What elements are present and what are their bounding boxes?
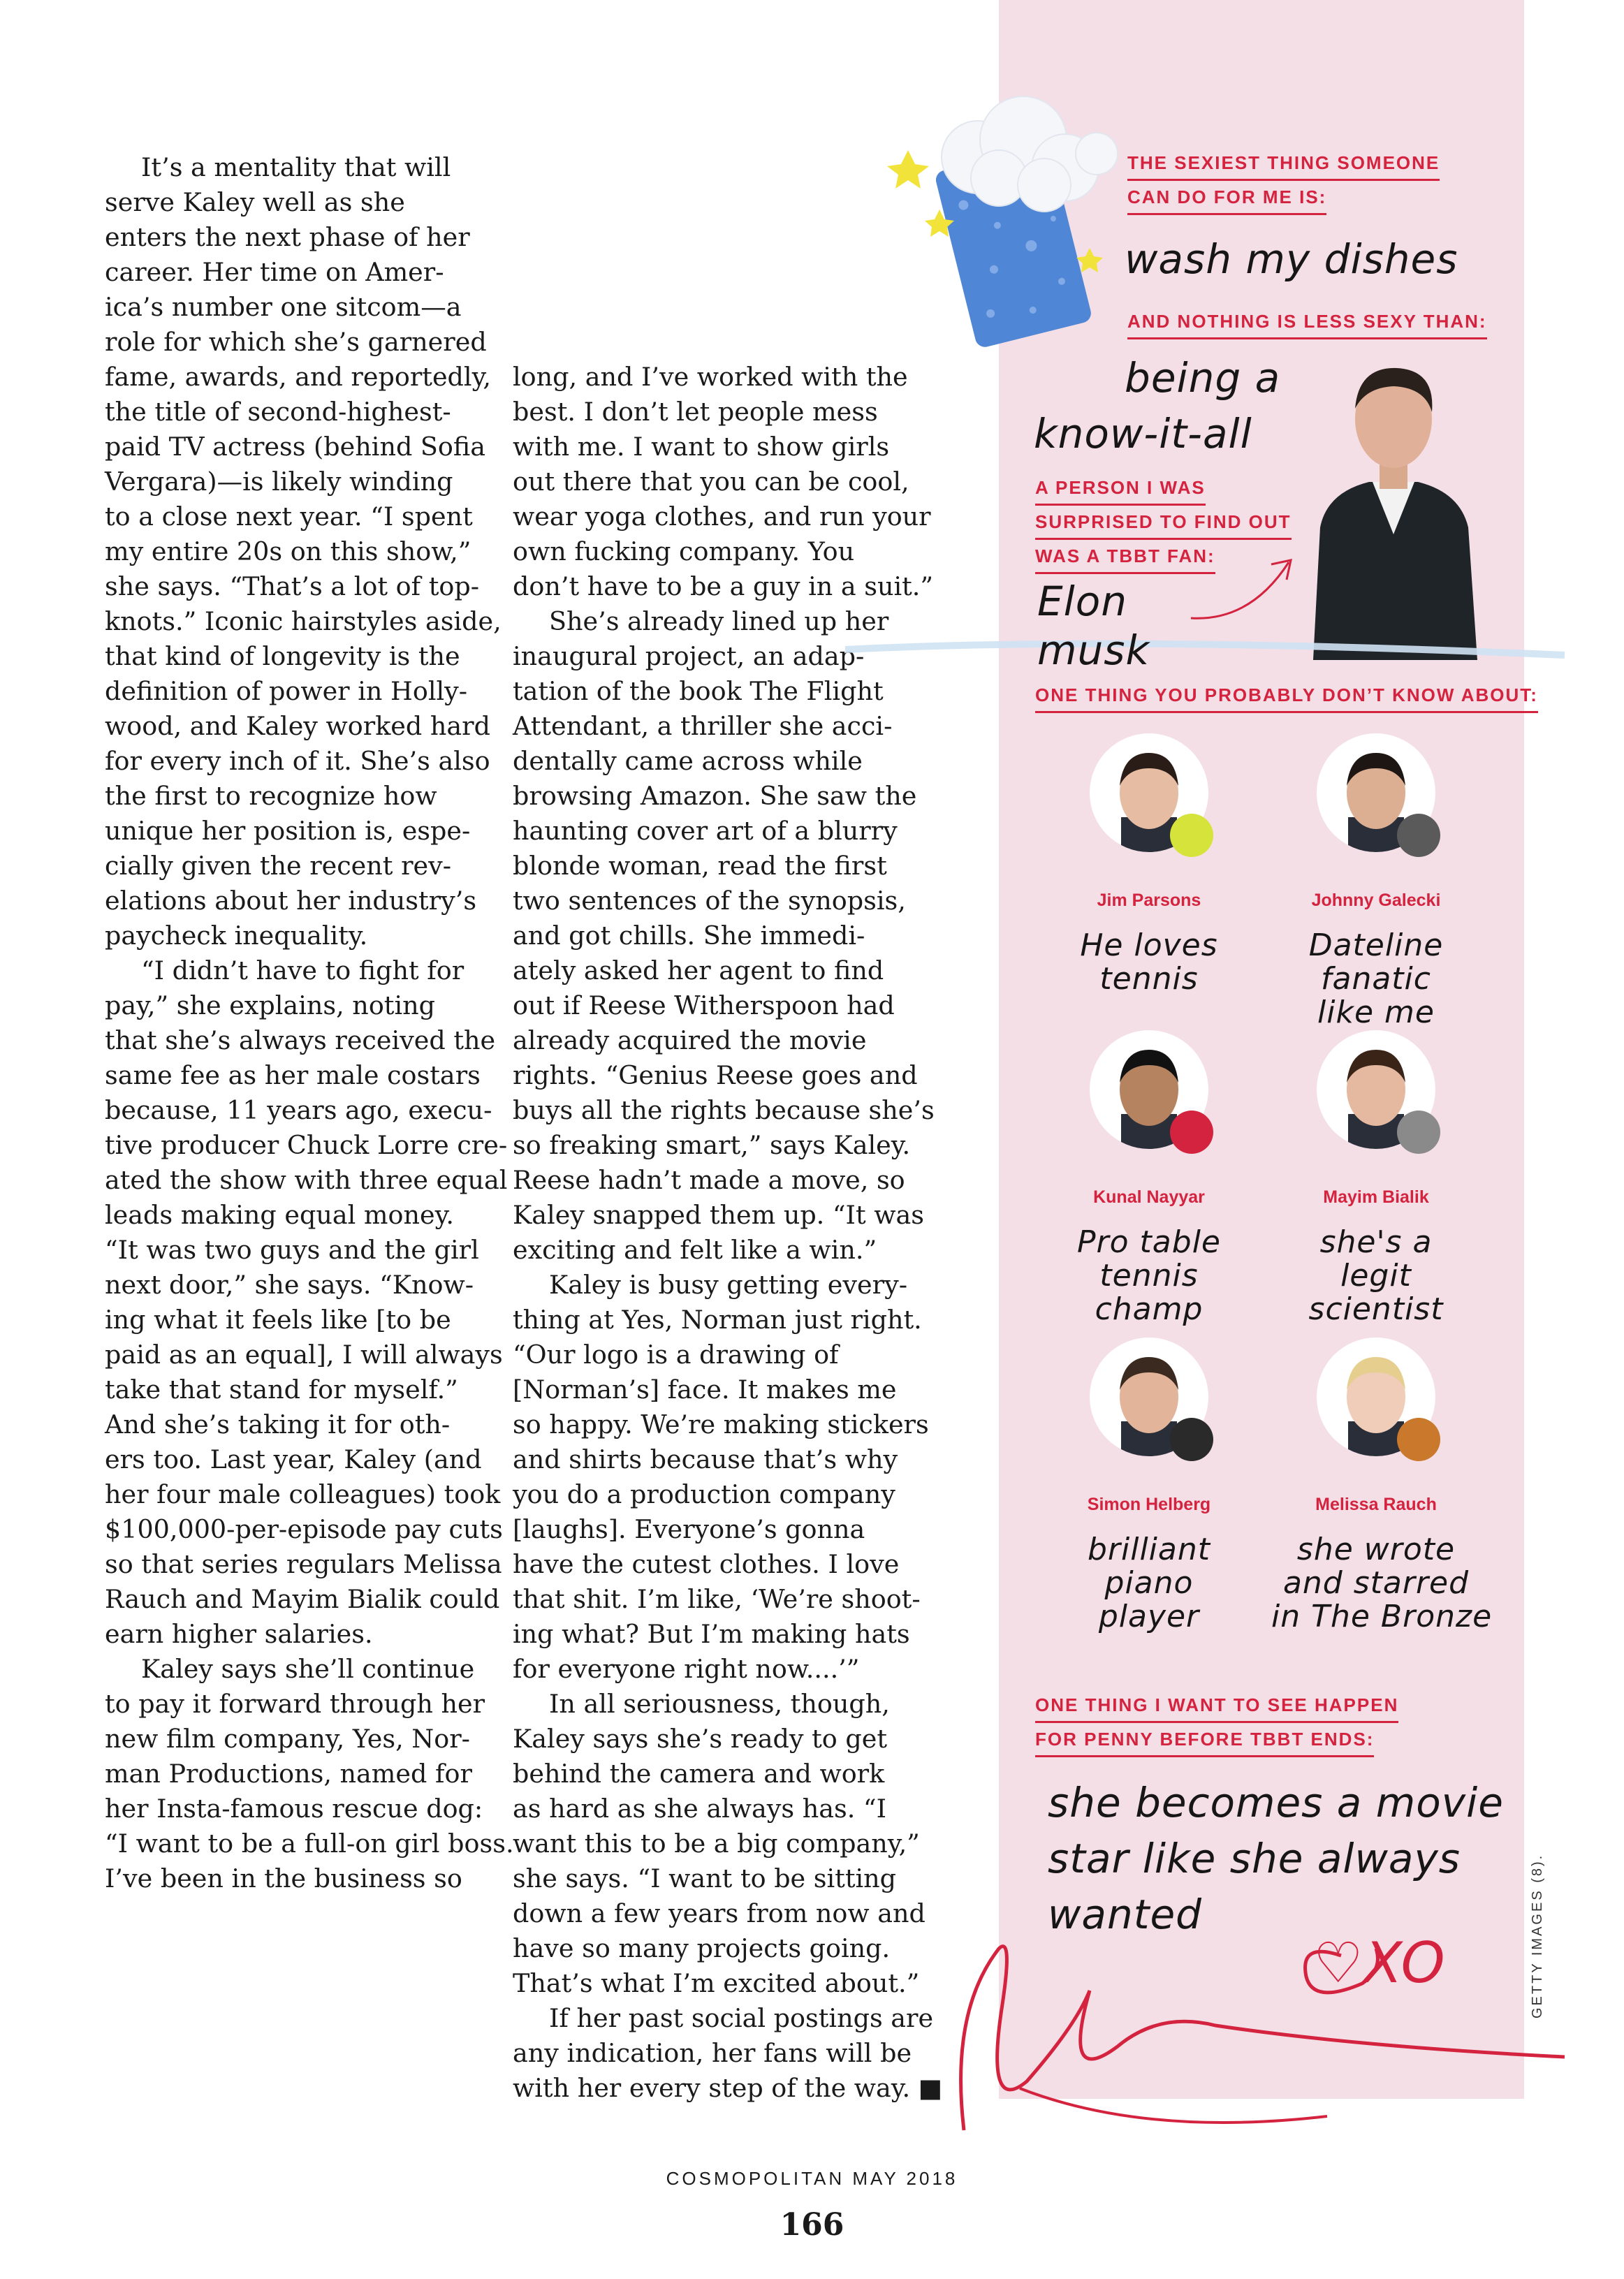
article-line: [laughs]. Everyone’s gonna: [513, 1514, 865, 1544]
cast-name: Kunal Nayyar: [1093, 1187, 1205, 1207]
article-line: exciting and felt like a win.”: [513, 1235, 877, 1265]
article-line: she says. “I want to be sitting: [513, 1863, 897, 1893]
article-line: her Insta-famous rescue dog:: [105, 1794, 483, 1824]
article-line: And she’s taking it for oth-: [105, 1409, 451, 1439]
article-line: Reese hadn’t made a move, so: [513, 1165, 905, 1195]
article-line: any indication, her fans will be: [513, 2038, 912, 2068]
article-column-1: [105, 150, 514, 1896]
article-line: out if Reese Witherspoon had: [513, 990, 895, 1020]
answer-surprised-fan-line1: Elon: [1037, 578, 1128, 625]
answer-surprised-fan-line2: musk: [1037, 626, 1150, 674]
cast-name: Melissa Rauch: [1315, 1495, 1437, 1514]
article-line: want this to be a big company,”: [513, 1829, 920, 1859]
cast-name: Johnny Galecki: [1311, 891, 1441, 910]
article-line: Kaley says she’ll continue: [141, 1654, 475, 1684]
article-line: Kaley is busy getting every-: [549, 1270, 908, 1300]
cast-note: [1044, 1226, 1254, 1326]
signature-xo: ♡XO: [1313, 1930, 1446, 1995]
article-line: already acquired the movie: [513, 1025, 867, 1055]
article-line: tation of the book The Flight: [513, 676, 884, 706]
article-line: fame, awards, and reportedly,: [105, 362, 491, 392]
article-line: ica’s number one sitcom—a: [105, 292, 462, 322]
answer-less-sexy-line2: know-it-all: [1034, 410, 1252, 457]
cast-note-line: like me: [1317, 995, 1435, 1030]
article-line: “Our logo is a drawing of: [513, 1340, 839, 1370]
article-line: because, 11 years ago, execu-: [105, 1095, 492, 1125]
article-line: next door,” she says. “Know-: [105, 1270, 474, 1300]
article-line: take that stand for myself.”: [105, 1375, 458, 1405]
article-line: that kind of longevity is the: [105, 641, 460, 671]
article-line: man Productions, named for: [105, 1759, 472, 1789]
article-line: enters the next phase of her: [105, 222, 470, 252]
cast-note-line: Pro table: [1077, 1224, 1221, 1260]
article-line: paid TV actress (behind Sofia: [105, 432, 486, 462]
article-line: my entire 20s on this show,”: [105, 536, 471, 566]
article-line: the first to recognize how: [105, 781, 437, 811]
answer-penny-line3: wanted: [1048, 1891, 1202, 1938]
cast-note-line: Dateline: [1308, 928, 1444, 963]
article-line: ing what? But I’m making hats: [513, 1619, 910, 1649]
magazine-footer: COSMOPOLITAN MAY 2018: [666, 2168, 958, 2189]
article-line: tive producer Chuck Lorre cre-: [105, 1130, 508, 1160]
article-line: Rauch and Mayim Bialik could: [105, 1584, 500, 1614]
question-less-sexy: AND NOTHING IS LESS SEXY THAN:: [1127, 305, 1487, 339]
cast-note-line: she's a: [1319, 1224, 1433, 1260]
cast-note-line: tennis: [1099, 961, 1199, 997]
article-line: leads making equal money.: [105, 1200, 454, 1230]
article-line: to pay it forward through her: [105, 1689, 485, 1719]
cast-name: Simon Helberg: [1087, 1495, 1211, 1514]
article-line: pay,” she explains, noting: [105, 990, 436, 1020]
cast-note: [1044, 929, 1254, 996]
article-line: earn higher salaries.: [105, 1619, 373, 1649]
answer-sexiest-thing: wash my dishes: [1125, 235, 1458, 283]
question-surprised-fan: A PERSON I WAS SURPRISED TO FIND OUT WAS A TBBT FAN:: [1035, 471, 1292, 574]
article-line: with me. I want to show girls: [513, 432, 890, 462]
cast-note-line: in The Bronze: [1271, 1599, 1493, 1634]
article-line: browsing Amazon. She saw the: [513, 781, 917, 811]
cast-emoji-icon: [1397, 814, 1440, 857]
article-line: That’s what I’m excited about.”: [513, 1968, 920, 1998]
article-line: I’ve been in the business so: [105, 1863, 462, 1893]
article-line: $100,000-per-episode pay cuts: [105, 1514, 503, 1544]
article-line: own fucking company. You: [513, 536, 855, 566]
cast-emoji-icon: [1397, 1418, 1440, 1461]
cast-name: Jim Parsons: [1097, 891, 1201, 910]
cast-name: Mayim Bialik: [1323, 1187, 1429, 1207]
article-line: It’s a mentality that will: [141, 152, 451, 182]
article-line: “It was two guys and the girl: [105, 1235, 479, 1265]
page-number: 166: [780, 2207, 844, 2243]
article-line: “I want to be a full-on girl boss.: [105, 1829, 514, 1859]
article-line: haunting cover art of a blurry: [513, 816, 898, 846]
article-line: same fee as her male costars: [105, 1060, 481, 1090]
article-line: have the cutest clothes. I love: [513, 1549, 900, 1579]
article-line: have so many projects going.: [513, 1933, 891, 1963]
article-line: she says. “That’s a lot of top-: [105, 571, 480, 601]
article-line: blonde woman, read the first: [513, 851, 887, 881]
article-line: two sentences of the synopsis,: [513, 886, 906, 916]
article-line: ing what it feels like [to be: [105, 1305, 451, 1335]
cast-note-line: piano: [1104, 1565, 1194, 1601]
article-line: you do a production company: [513, 1479, 895, 1509]
article-line: with her every step of the way. ■: [513, 2073, 943, 2103]
article-line: behind the camera and work: [513, 1759, 885, 1789]
cast-note-line: legit: [1340, 1258, 1412, 1294]
article-line: so freaking smart,” says Kaley.: [513, 1130, 911, 1160]
cast-emoji-icon: [1170, 1418, 1213, 1461]
article-line: paycheck inequality.: [105, 921, 368, 951]
question-penny: ONE THING I WANT TO SEE HAPPEN FOR PENNY BEFORE TBBT ENDS:: [1035, 1689, 1398, 1757]
article-line: ately asked her agent to find: [513, 955, 884, 985]
cast-note-line: tennis: [1099, 1258, 1199, 1294]
article-line: so happy. We’re making stickers: [513, 1409, 929, 1439]
cast-note-line: player: [1098, 1599, 1200, 1634]
article-line: that she’s always received the: [105, 1025, 496, 1055]
answer-penny-line1: she becomes a movie: [1048, 1779, 1504, 1826]
article-line: elations about her industry’s: [105, 886, 477, 916]
article-line: role for which she’s garnered: [105, 327, 487, 357]
article-line: serve Kaley well as she: [105, 187, 405, 217]
cast-note-line: she wrote: [1296, 1532, 1456, 1567]
article-line: wear yoga clothes, and run your: [513, 501, 931, 532]
cast-note: [1271, 1532, 1493, 1634]
article-line: She’s already lined up her: [549, 606, 889, 636]
cast-note: [1271, 1226, 1481, 1326]
article-line: for everyone right now....’”: [513, 1654, 860, 1684]
article-line: as hard as she always has. “I: [513, 1794, 886, 1824]
cast-note-line: He loves: [1080, 928, 1218, 963]
article-line: buys all the rights because she’s: [513, 1095, 935, 1125]
article-line: “I didn’t have to fight for: [141, 955, 464, 985]
article-line: inaugural project, an adap-: [513, 641, 865, 671]
article-line: knots.” Iconic hairstyles aside,: [105, 606, 502, 636]
cast-emoji-icon: [1170, 1111, 1213, 1154]
article-line: paid as an equal], I will always: [105, 1340, 503, 1370]
cast-note-line: champ: [1095, 1291, 1204, 1327]
article-line: Kaley says she’s ready to get: [513, 1724, 888, 1754]
article-line: Kaley snapped them up. “It was: [513, 1200, 924, 1230]
cast-note-line: brilliant: [1087, 1532, 1211, 1567]
article-line: ated the show with three equal: [105, 1165, 508, 1195]
article-line: In all seriousness, though,: [549, 1689, 890, 1719]
article-line: down a few years from now and: [513, 1898, 926, 1928]
article-line: Vergara)—is likely winding: [105, 467, 453, 497]
article-line: and got chills. She immedi-: [513, 921, 865, 951]
article-line: If her past social postings are: [549, 2003, 934, 2033]
article-line: that shit. I’m like, ‘We’re shoot-: [513, 1584, 921, 1614]
answer-penny-line2: star like she always: [1048, 1835, 1461, 1882]
cast-note-line: scientist: [1308, 1291, 1444, 1327]
article-line: to a close next year. “I spent: [105, 501, 473, 532]
cast-note: [1044, 1533, 1254, 1634]
article-line: unique her position is, espe-: [105, 816, 471, 846]
answer-less-sexy-line1: being a: [1125, 354, 1281, 402]
article-column-2: [513, 360, 943, 2106]
article-line: so that series regulars Melissa: [105, 1549, 502, 1579]
cast-note-line: and starred: [1282, 1565, 1470, 1601]
article-line: the title of second-highest-: [105, 397, 451, 427]
article-line: new film company, Yes, Nor-: [105, 1724, 470, 1754]
article-line: definition of power in Holly-: [105, 676, 468, 706]
signature: [936, 1907, 1586, 2158]
question-dont-know: ONE THING YOU PROBABLY DON’T KNOW ABOUT:: [1035, 679, 1538, 713]
article-line: and shirts because that’s why: [513, 1444, 898, 1474]
sponge-illustration: [887, 91, 1125, 349]
article-line: ers too. Last year, Kaley (and: [105, 1444, 482, 1474]
article-line: thing at Yes, Norman just right.: [513, 1305, 922, 1335]
article-line: cially given the recent rev-: [105, 851, 452, 881]
article-line: career. Her time on Amer-: [105, 257, 444, 287]
cast-note-line: fanatic: [1321, 961, 1431, 997]
article-line: for every inch of it. She’s also: [105, 746, 490, 776]
elon-musk-photo: [1306, 353, 1481, 660]
article-line: don’t have to be a guy in a suit.”: [513, 571, 934, 601]
cast-note: [1271, 929, 1481, 1029]
article-line: best. I don’t let people mess: [513, 397, 878, 427]
article-line: long, and I’ve worked with the: [513, 362, 908, 392]
photo-credit: GETTY IMAGES (8).: [1530, 1853, 1545, 2018]
article-line: her four male colleagues) took: [105, 1479, 501, 1509]
article-line: dentally came across while: [513, 746, 863, 776]
cast-emoji-icon: [1397, 1111, 1440, 1154]
blue-brush-stroke: [845, 629, 1572, 670]
article-line: Attendant, a thriller she acci-: [513, 711, 893, 741]
article-line: wood, and Kaley worked hard: [105, 711, 490, 741]
cast-emoji-icon: [1170, 814, 1213, 857]
article-line: out there that you can be cool,: [513, 467, 909, 497]
article-line: rights. “Genius Reese goes and: [513, 1060, 918, 1090]
article-line: [Norman’s] face. It makes me: [513, 1375, 897, 1405]
question-sexiest-thing: THE SEXIEST THING SOMEONE CAN DO FOR ME IS:: [1127, 147, 1440, 215]
